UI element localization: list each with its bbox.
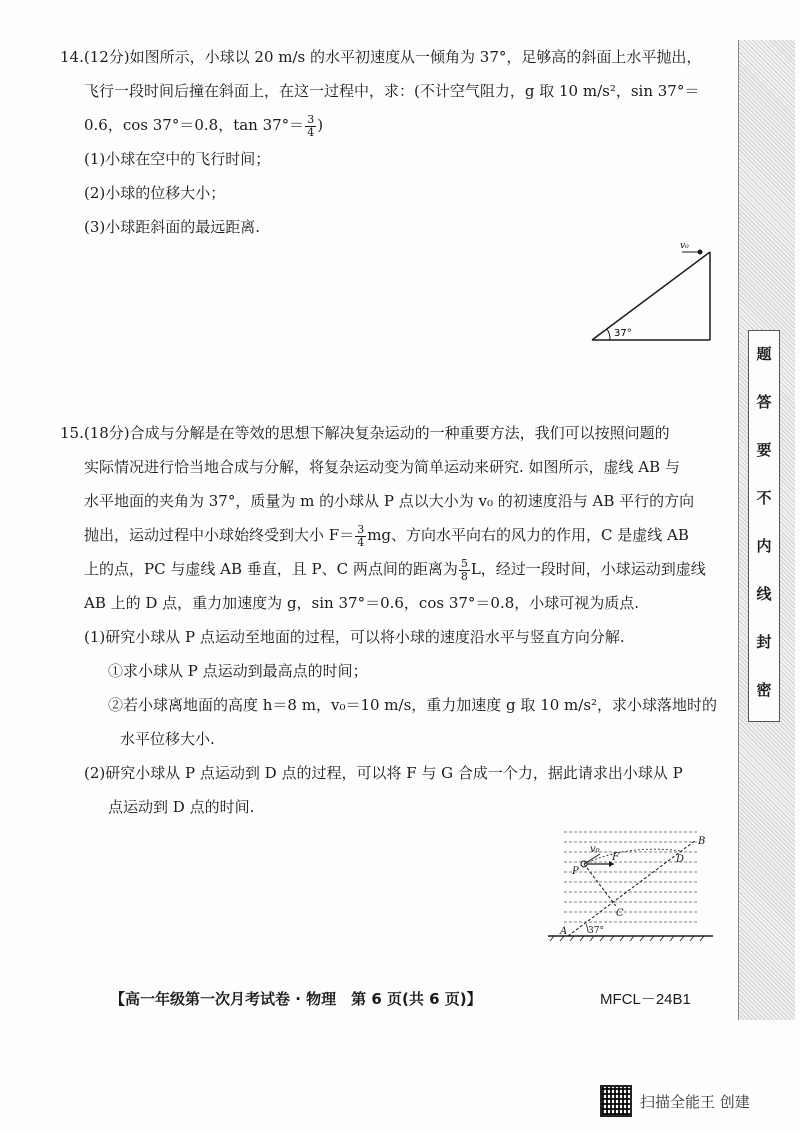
line-PC (584, 864, 616, 906)
label-D: D (676, 854, 685, 865)
q15-fracF-den: 4 (357, 535, 365, 549)
scanner-text: 扫描全能王 创建 (640, 1092, 750, 1111)
q15-part-1-sub-2-cont: 水平位移大小. (120, 730, 215, 748)
seal-char-2: 答 (756, 393, 772, 411)
q14-frac-den: 4 (307, 125, 315, 139)
q15-part-1-sub-2: ②若小球离地面的高度 h＝8 m，v₀＝10 m/s，重力加速度 g 取 10 m/s²，求小球落地时的 (108, 696, 718, 714)
q14-frac-num: 3 (307, 112, 315, 126)
q15-part-2-cont: 点运动到 D 点的时间. (108, 798, 255, 816)
q14-line-2: 飞行一段时间后撞在斜面上，在这一过程中，求：(不计空气阻力，g 取 10 m/s²，sin 37°＝ (84, 82, 700, 100)
q14-part-3: (3)小球距斜面的最远距离. (84, 218, 261, 236)
seal-char-8: 密 (756, 681, 772, 699)
q14-line-3-text: 0.6，cos 37°＝0.8，tan 37°＝ (84, 116, 305, 134)
q14-line-3 (60, 108, 720, 142)
q15-line-5-text: 上的点，PC 与虚线 AB 垂直，且 P、C 两点间的距离为 (84, 560, 458, 578)
question-15 (60, 416, 720, 824)
seal-char-7: 封 (756, 633, 772, 651)
label-B: B (698, 836, 706, 847)
q15-fracF-num: 3 (357, 522, 365, 536)
q15-wind-figure (548, 824, 718, 944)
q15-line-3: 水平地面的夹角为 37°，质量为 m 的小球从 P 点以大小为 v₀ 的初速度沿与 AB 平行的方向 (84, 492, 695, 510)
q14-part-1: (1)小球在空中的飞行时间； (84, 150, 271, 168)
label-v0: v₀ (590, 844, 600, 855)
q15-line-4-text: 抛出，运动过程中小球始终受到大小 F＝ (84, 526, 355, 544)
seal-char-3: 要 (756, 441, 772, 459)
footer-title: 【高一年级第一次月考试卷 · 物理 第 6 页(共 6 页)】 (110, 990, 482, 1008)
q15-fracL-num: 5 (460, 556, 468, 570)
q14-line-3-end: ) (317, 116, 324, 134)
page-footer (110, 988, 730, 1009)
q15-fraction-L (459, 558, 470, 583)
angle-arc (607, 329, 610, 340)
q15-line-5-end: L，经过一段时间，小球运动到虚线 (470, 560, 706, 578)
q15-line-5 (60, 552, 720, 586)
q15-fracL-den: 8 (460, 569, 468, 583)
q15-part-1: (1)研究小球从 P 点运动至地面的过程，可以将小球的速度沿水平与竖直方向分解. (84, 628, 625, 646)
velocity-label: v₀ (680, 241, 689, 251)
q15-fraction-F (355, 524, 366, 549)
q15-line-4 (60, 518, 720, 552)
q15-line-2: 实际情况进行恰当地合成与分解，将复杂运动变为简单运动来研究. 如图所示，虚线 AB 与 (84, 458, 680, 476)
seal-strip (748, 330, 780, 722)
qr-code-icon (600, 1085, 632, 1117)
label-P: P (572, 866, 579, 877)
label-F: F (612, 852, 619, 863)
footer-code: MFCL－24B1 (600, 991, 691, 1008)
label-angle: 37° (588, 926, 604, 936)
scanner-watermark (600, 1084, 750, 1118)
velocity-arrow-v0 (584, 854, 600, 864)
q15-line-1: 15.(18分)合成与分解是在等效的思想下解决复杂运动的一种重要方法，我们可以按照问题的 (60, 424, 670, 442)
q14-line-1: 14.(12分)如图所示，小球以 20 m/s 的水平初速度从一倾角为 37°，足够高的斜面上水平抛出， (60, 48, 702, 66)
q15-line-4-end: mg、方向水平向右的风力的作用，C 是虚线 AB (367, 526, 689, 544)
seal-char-6: 线 (756, 585, 772, 603)
q14-part-2: (2)小球的位移大小； (84, 184, 226, 202)
q15-part-1-sub-1: ①求小球从 P 点运动到最高点的时间； (108, 662, 368, 680)
question-14 (60, 40, 720, 244)
q15-line-6: AB 上的 D 点，重力加速度为 g，sin 37°＝0.6，cos 37°＝0.8，小球可视为质点. (84, 594, 640, 612)
seal-char-4: 不 (756, 489, 772, 507)
q14-fraction (305, 114, 316, 139)
q14-incline-figure (588, 240, 718, 346)
incline-slope (592, 252, 710, 340)
seal-char-1: 题 (756, 345, 772, 363)
label-A: A (560, 926, 568, 937)
wind-lines (564, 832, 698, 922)
incline-angle-label: 37° (614, 328, 632, 339)
label-C: C (616, 908, 624, 919)
q15-part-2: (2)研究小球从 P 点运动到 D 点的过程，可以将 F 与 G 合成一个力，据此请求出小球从 P (84, 764, 683, 782)
seal-char-5: 内 (756, 537, 772, 555)
